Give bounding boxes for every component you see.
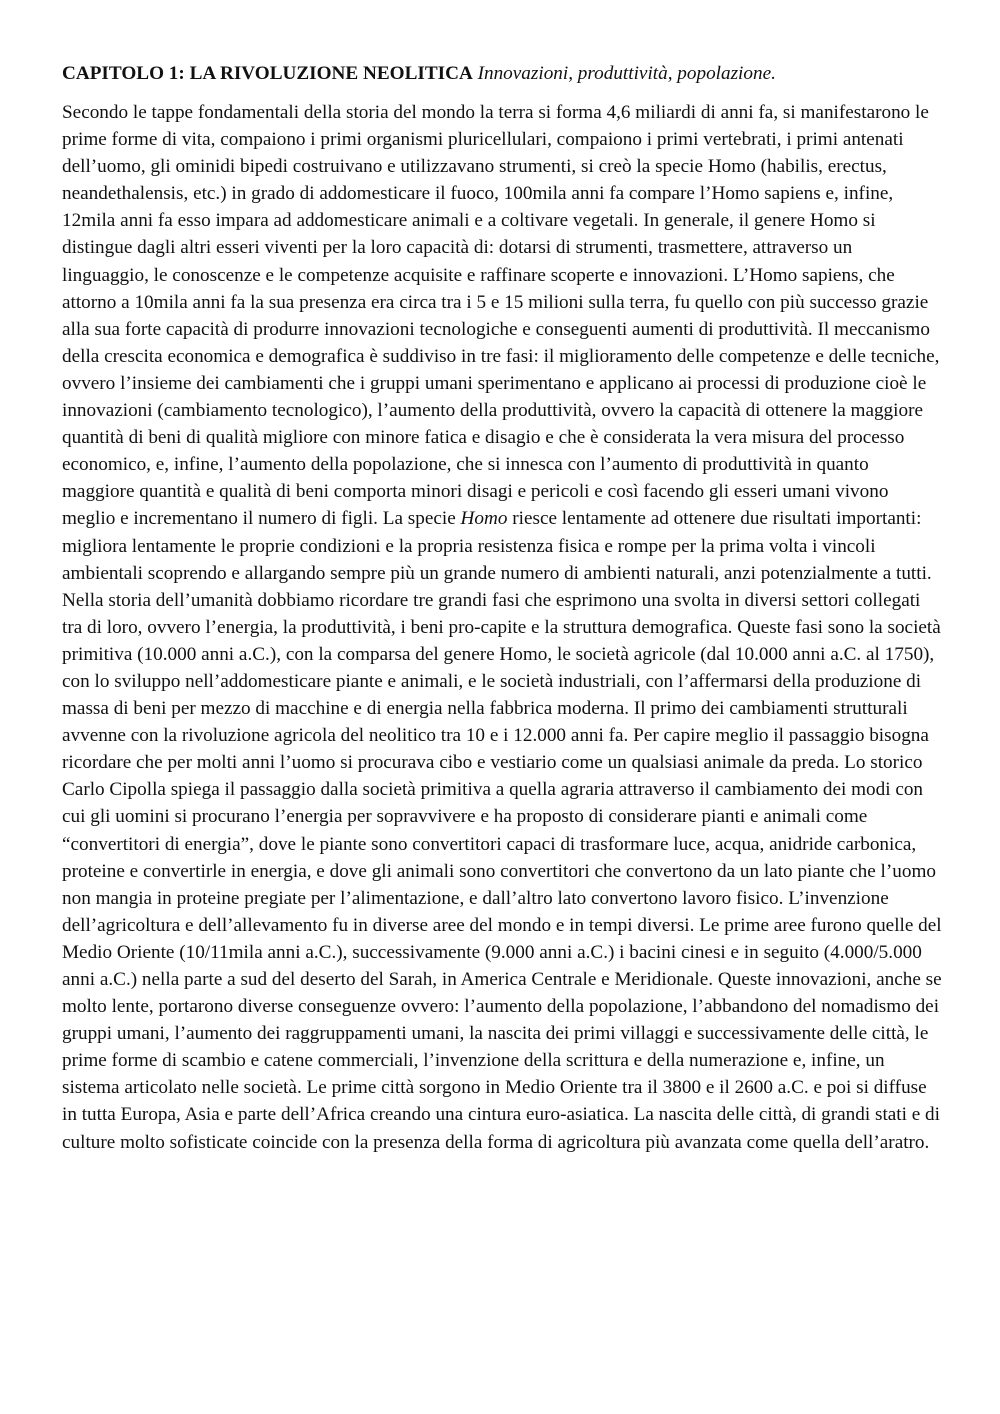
chapter-heading <box>62 60 942 87</box>
chapter-title: CAPITOLO 1: LA RIVOLUZIONE NEOLITICA <box>62 63 473 84</box>
paragraph-text-part2: riesce lentamente ad ottenere due risultati importanti: migliora lentamente le proprie condizioni e la propria resistenza fisica e rompe per la prima volta i vincoli ambientali scoprendo e allargando sempre più un grande numero di ambienti naturali, anzi potenzialmente a tutti. Nella storia dell’umanità dobbiamo ricordare tre grandi fasi che esprimono una svolta in diversi settori collegati tra di loro, ovvero l’energia, la produttività, i beni pro-capite e la struttura demografica. Queste fasi sono la società primitiva (10.000 anni a.C.), con la comparsa del genere Homo, le società agricole (dal 10.000 anni a.C. al 1750), con lo sviluppo nell’addomesticare piante e animali, e le società industriali, con l’affermarsi della produzione di massa di beni per mezzo di macchine e di energia nella fabbrica moderna. Il primo dei cambiamenti strutturali avvenne con la rivoluzione agricola del neolitico tra 10 e i 12.000 anni fa. Per capire meglio il passaggio bisogna ricordare che per molti anni l’uomo si procurava cibo e vestiario come un qualsiasi animale da preda. Lo storico Carlo Cipolla spiega il passaggio dalla società primitiva a quella agraria attraverso il cambiamento dei modi con cui gli uomini si procurano l’energia per sopravvivere e ha proposto di considerare pianti e animali come “convertitori di energia”, dove le piante sono convertitori capaci di trasformare luce, acqua, anidride carbonica, proteine e convertirle in energia, e dove gli animali sono convertitori che convertono da un lato piante che l’uomo non mangia in proteine pregiate per l’alimentazione, e dall’altro lato convertono lavoro fisico. L’invenzione dell’agricoltura e dell’allevamento fu in diverse aree del mondo e in tempi diversi. Le prime aree furono quelle del Medio Oriente (10/11mila anni a.C.), successivamente (9.000 anni a.C.) i bacini cinesi e in seguito (4.000/5.000 anni a.C.) nella parte a sud del deserto del Sarah, in America Centrale e Meridionale. Queste innovazioni, anche se molto lente, portarono diverse conseguenze ovvero: l’aumento della popolazione, l’abbandono del nomadismo dei gruppi umani, l’aumento dei raggruppamenti umani, la nascita dei primi villaggi e successivamente delle città, le prime forme di scambio e catene commerciali, l’invenzione della scrittura e della numerazione e, infine, un sistema articolato nelle società. Le prime città sorgono in Medio Oriente tra il 3800 e il 2600 a.C. e poi si diffuse in tutta Europa, Asia e parte dell’Africa creando una cintura euro-asiatica. La nascita delle città, di grandi stati e di culture molto sofisticate coincide con la presenza della forma di agricoltura più avanzata come quella dell’aratro. <box>62 508 942 1153</box>
document-page <box>62 60 942 1156</box>
body-paragraph <box>62 99 942 1156</box>
chapter-subtitle: Innovazioni, produttività, popolazione. <box>477 63 776 84</box>
paragraph-text-part1: Secondo le tappe fondamentali della storia del mondo la terra si forma 4,6 miliardi di anni fa, si manifestarono le prime forme di vita, compaiono i primi organismi pluricellulari, compaiono i primi vertebrati, i primi antenati dell’uomo, gli ominidi bipedi costruivano e utilizzavano strumenti, si creò la specie Homo (habilis, erectus, neandethalensis, etc.) in grado di addomesticare il fuoco, 100mila anni fa compare l’Homo sapiens e, infine, 12mila anni fa esso impara ad addomesticare animali e a coltivare vegetali. In generale, il genere Homo si distingue dagli altri esseri viventi per la loro capacità di: dotarsi di strumenti, trasmettere, attraverso un linguaggio, le conoscenze e le competenze acquisite e raffinare scoperte e innovazioni. L’Homo sapiens, che attorno a 10mila anni fa la sua presenza era circa tra i 5 e 15 milioni sulla terra, fu quello con più successo grazie alla sua forte capacità di produrre innovazioni tecnologiche e conseguenti aumenti di produttività. Il meccanismo della crescita economica e demografica è suddiviso in tre fasi: il miglioramento delle competenze e delle tecniche, ovvero l’insieme dei cambiamenti che i gruppi umani sperimentano e applicano ai processi di produzione cioè le innovazioni (cambiamento tecnologico), l’aumento della produttività, ovvero la capacità di ottenere la maggiore quantità di beni di qualità migliore con minore fatica e disagio e che è considerata la vera misura del processo economico, e, infine, l’aumento della popolazione, che si innesca con l’aumento di produttività in quanto maggiore quantità e qualità di beni comporta minori disagi e pericoli e così facendo gli esseri umani vivono meglio e incrementano il numero di figli. La specie <box>62 102 940 530</box>
paragraph-italic-term: Homo <box>460 508 508 530</box>
